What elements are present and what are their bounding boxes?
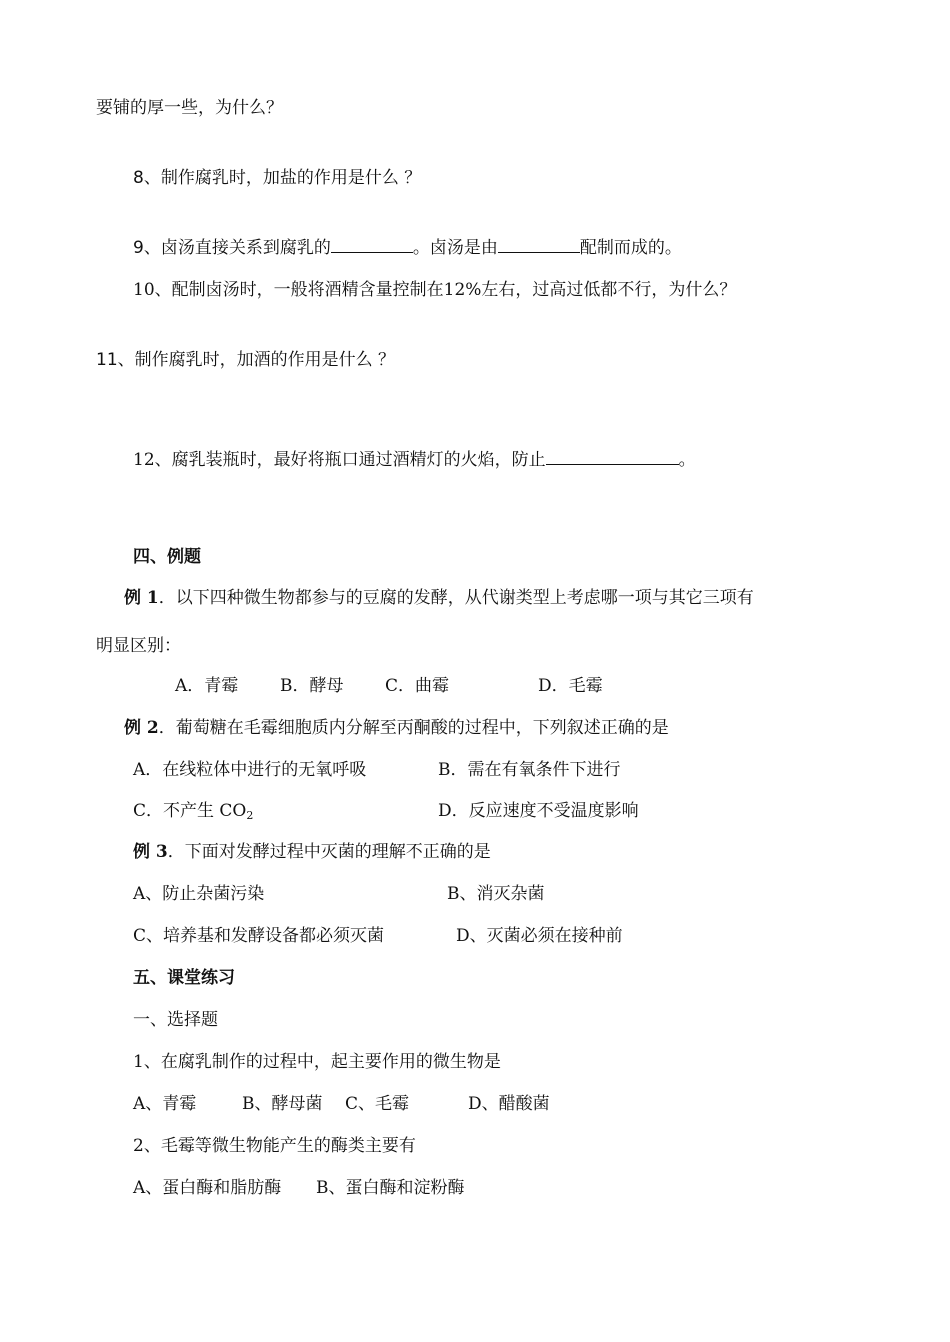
answer-blank [331,234,413,253]
question-11: 11、制作腐乳时，加酒的作用是什么 ？ [96,350,396,370]
question-9-text-b: 。卤汤是由 [412,238,498,258]
question-9-text-c: 配制而成的。 [579,238,682,258]
example-2-label: 例 2 [124,718,159,738]
section-5-subtitle: 一、选择题 [133,1010,218,1030]
section-4-title: 四、例题 [133,547,201,567]
example-2 [124,716,669,740]
section-5-title: 五、课堂练习 [133,968,235,988]
co2-subscript: 2 [246,809,254,822]
example-2-option-a: A．在线粒体中进行的无氧呼吸 [133,760,367,780]
example-2-option-d: D．反应速度不受温度影响 [438,801,639,821]
practice-question-2: 2、毛霉等微生物能产生的酶类主要有 [133,1136,416,1156]
example-3 [133,840,491,864]
question-9-text-a: 9、卤汤直接关系到腐乳的 [133,238,331,258]
question-10: 10、配制卤汤时，一般将酒精含量控制在12%左右，过高过低都不行，为什么？ [133,280,737,300]
practice-1-option-a: A、青霉 [133,1094,197,1114]
example-3-option-a: A、防止杂菌污染 [133,884,265,904]
example-2-option-b: B．需在有氧条件下进行 [438,760,621,780]
question-9 [133,234,682,260]
example-1-label: 例 1 [124,588,159,608]
example-1-option-d: D．毛霉 [538,676,603,696]
example-3-option-b: B、消灭杂菌 [447,884,545,904]
practice-1-option-c: C、毛霉 [345,1094,410,1114]
example-3-option-d: D、灭菌必须在接种前 [456,926,623,946]
practice-question-1: 1、在腐乳制作的过程中，起主要作用的微生物是 [133,1052,501,1072]
question-12 [133,446,696,472]
example-3-label: 例 3 [133,842,168,862]
example-1-text: ．以下四种微生物都参与的豆腐的发酵，从代谢类型上考虑哪一项与其它三项有 [158,588,754,608]
question-8: 8、制作腐乳时，加盐的作用是什么 ？ [133,168,422,188]
line-1: 要铺的厚一些，为什么？ [96,98,283,118]
question-12-text-b: 。 [678,450,696,470]
example-2-option-c [133,799,253,823]
example-3-text: ．下面对发酵过程中灭菌的理解不正确的是 [167,842,491,862]
practice-2-option-a: A、蛋白酶和脂肪酶 [133,1178,282,1198]
example-3-option-c: C、培养基和发酵设备都必须灭菌 [133,926,385,946]
practice-1-option-d: D、醋酸菌 [468,1094,550,1114]
example-2-text: ．葡萄糖在毛霉细胞质内分解至丙酮酸的过程中，下列叙述正确的是 [158,718,669,738]
answer-blank [498,234,580,253]
example-2-option-c-text: C．不产生 CO [133,801,247,821]
example-1-text-cont: 明显区别： [96,636,181,656]
practice-1-option-b: B、酵母菌 [242,1094,323,1114]
practice-2-option-b: B、蛋白酶和淀粉酶 [316,1178,465,1198]
example-1-option-c: C．曲霉 [385,676,450,696]
question-12-text-a: 12、腐乳装瓶时，最好将瓶口通过酒精灯的火焰，防止 [133,450,546,470]
example-1 [124,586,754,610]
example-1-option-b: B．酵母 [280,676,344,696]
answer-blank [546,446,679,465]
example-1-option-a: A．青霉 [175,676,239,696]
